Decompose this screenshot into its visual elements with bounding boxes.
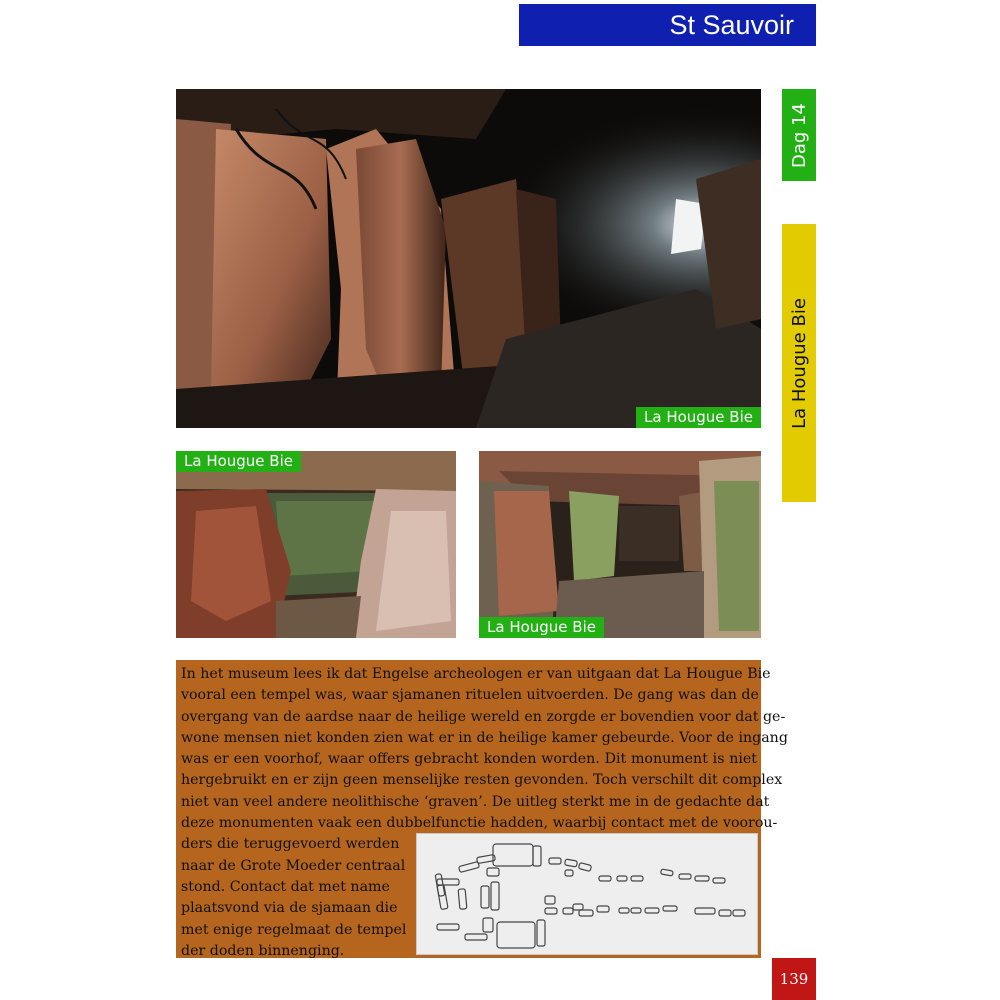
text-line: der doden binnenging. (181, 942, 345, 959)
chamber-entrance-image (176, 451, 456, 638)
text-line: met enige regelmaat de tempel (181, 921, 407, 938)
article-paragraph-full-width (181, 664, 788, 834)
text-line: was er een voorhof, waar offers gebracht konden worden. Dit monument is niet (181, 751, 757, 768)
passage-interior-image (176, 89, 761, 428)
day-tab (782, 89, 816, 181)
text-line: deze monumenten vaak een dubbelfunctie hadden, waarbij contact met de voorou- (181, 815, 778, 832)
right-photo-caption: La Hougue Bie (479, 617, 604, 638)
text-line: naar de Grote Moeder centraal (181, 857, 406, 874)
site-tab-label: La Hougue Bie (788, 297, 810, 429)
floor-plan-drawing (417, 834, 757, 954)
day-tab-label: Dag 14 (788, 102, 810, 168)
text-line: In het museum lees ik dat Engelse archeologen er van uitgaan dat La Hougue Bie (181, 666, 771, 682)
main-photo (176, 89, 761, 428)
text-line: plaatsvond via de sjamaan die (181, 900, 398, 917)
page-number: 139 (772, 958, 816, 1000)
passage-corridor-image (479, 451, 761, 638)
main-photo-caption: La Hougue Bie (636, 407, 761, 428)
right-photo (479, 451, 761, 638)
site-tab (782, 224, 816, 502)
text-line: niet van veel andere neolithische ‘graven’. De uitleg sterkt me in de gedachte dat (181, 793, 770, 810)
text-line: vooral een tempel was, waar sjamanen rituelen uitvoerden. De gang was dan de (181, 687, 759, 704)
chapter-title-bar (519, 4, 816, 46)
floor-plan-figure (416, 833, 758, 955)
left-photo (176, 451, 456, 638)
article-text-box (176, 660, 788, 959)
text-line: stond. Contact dat met name (181, 878, 390, 895)
text-line: ders die teruggevoerd werden (181, 836, 400, 853)
article-paragraph-narrow (181, 834, 409, 962)
text-line: overgang van de aardse naar de heilige wereld en zorgde er bovendien voor dat ge- (181, 708, 786, 725)
text-line: wone mensen niet konden zien wat er in de heilige kamer gebeurde. Voor de ingang (181, 729, 788, 746)
left-photo-caption: La Hougue Bie (176, 451, 301, 472)
text-line: hergebruikt en er zijn geen menselijke resten gevonden. Toch verschilt dit complex (181, 772, 783, 789)
chapter-title: St Sauvoir (669, 9, 794, 40)
